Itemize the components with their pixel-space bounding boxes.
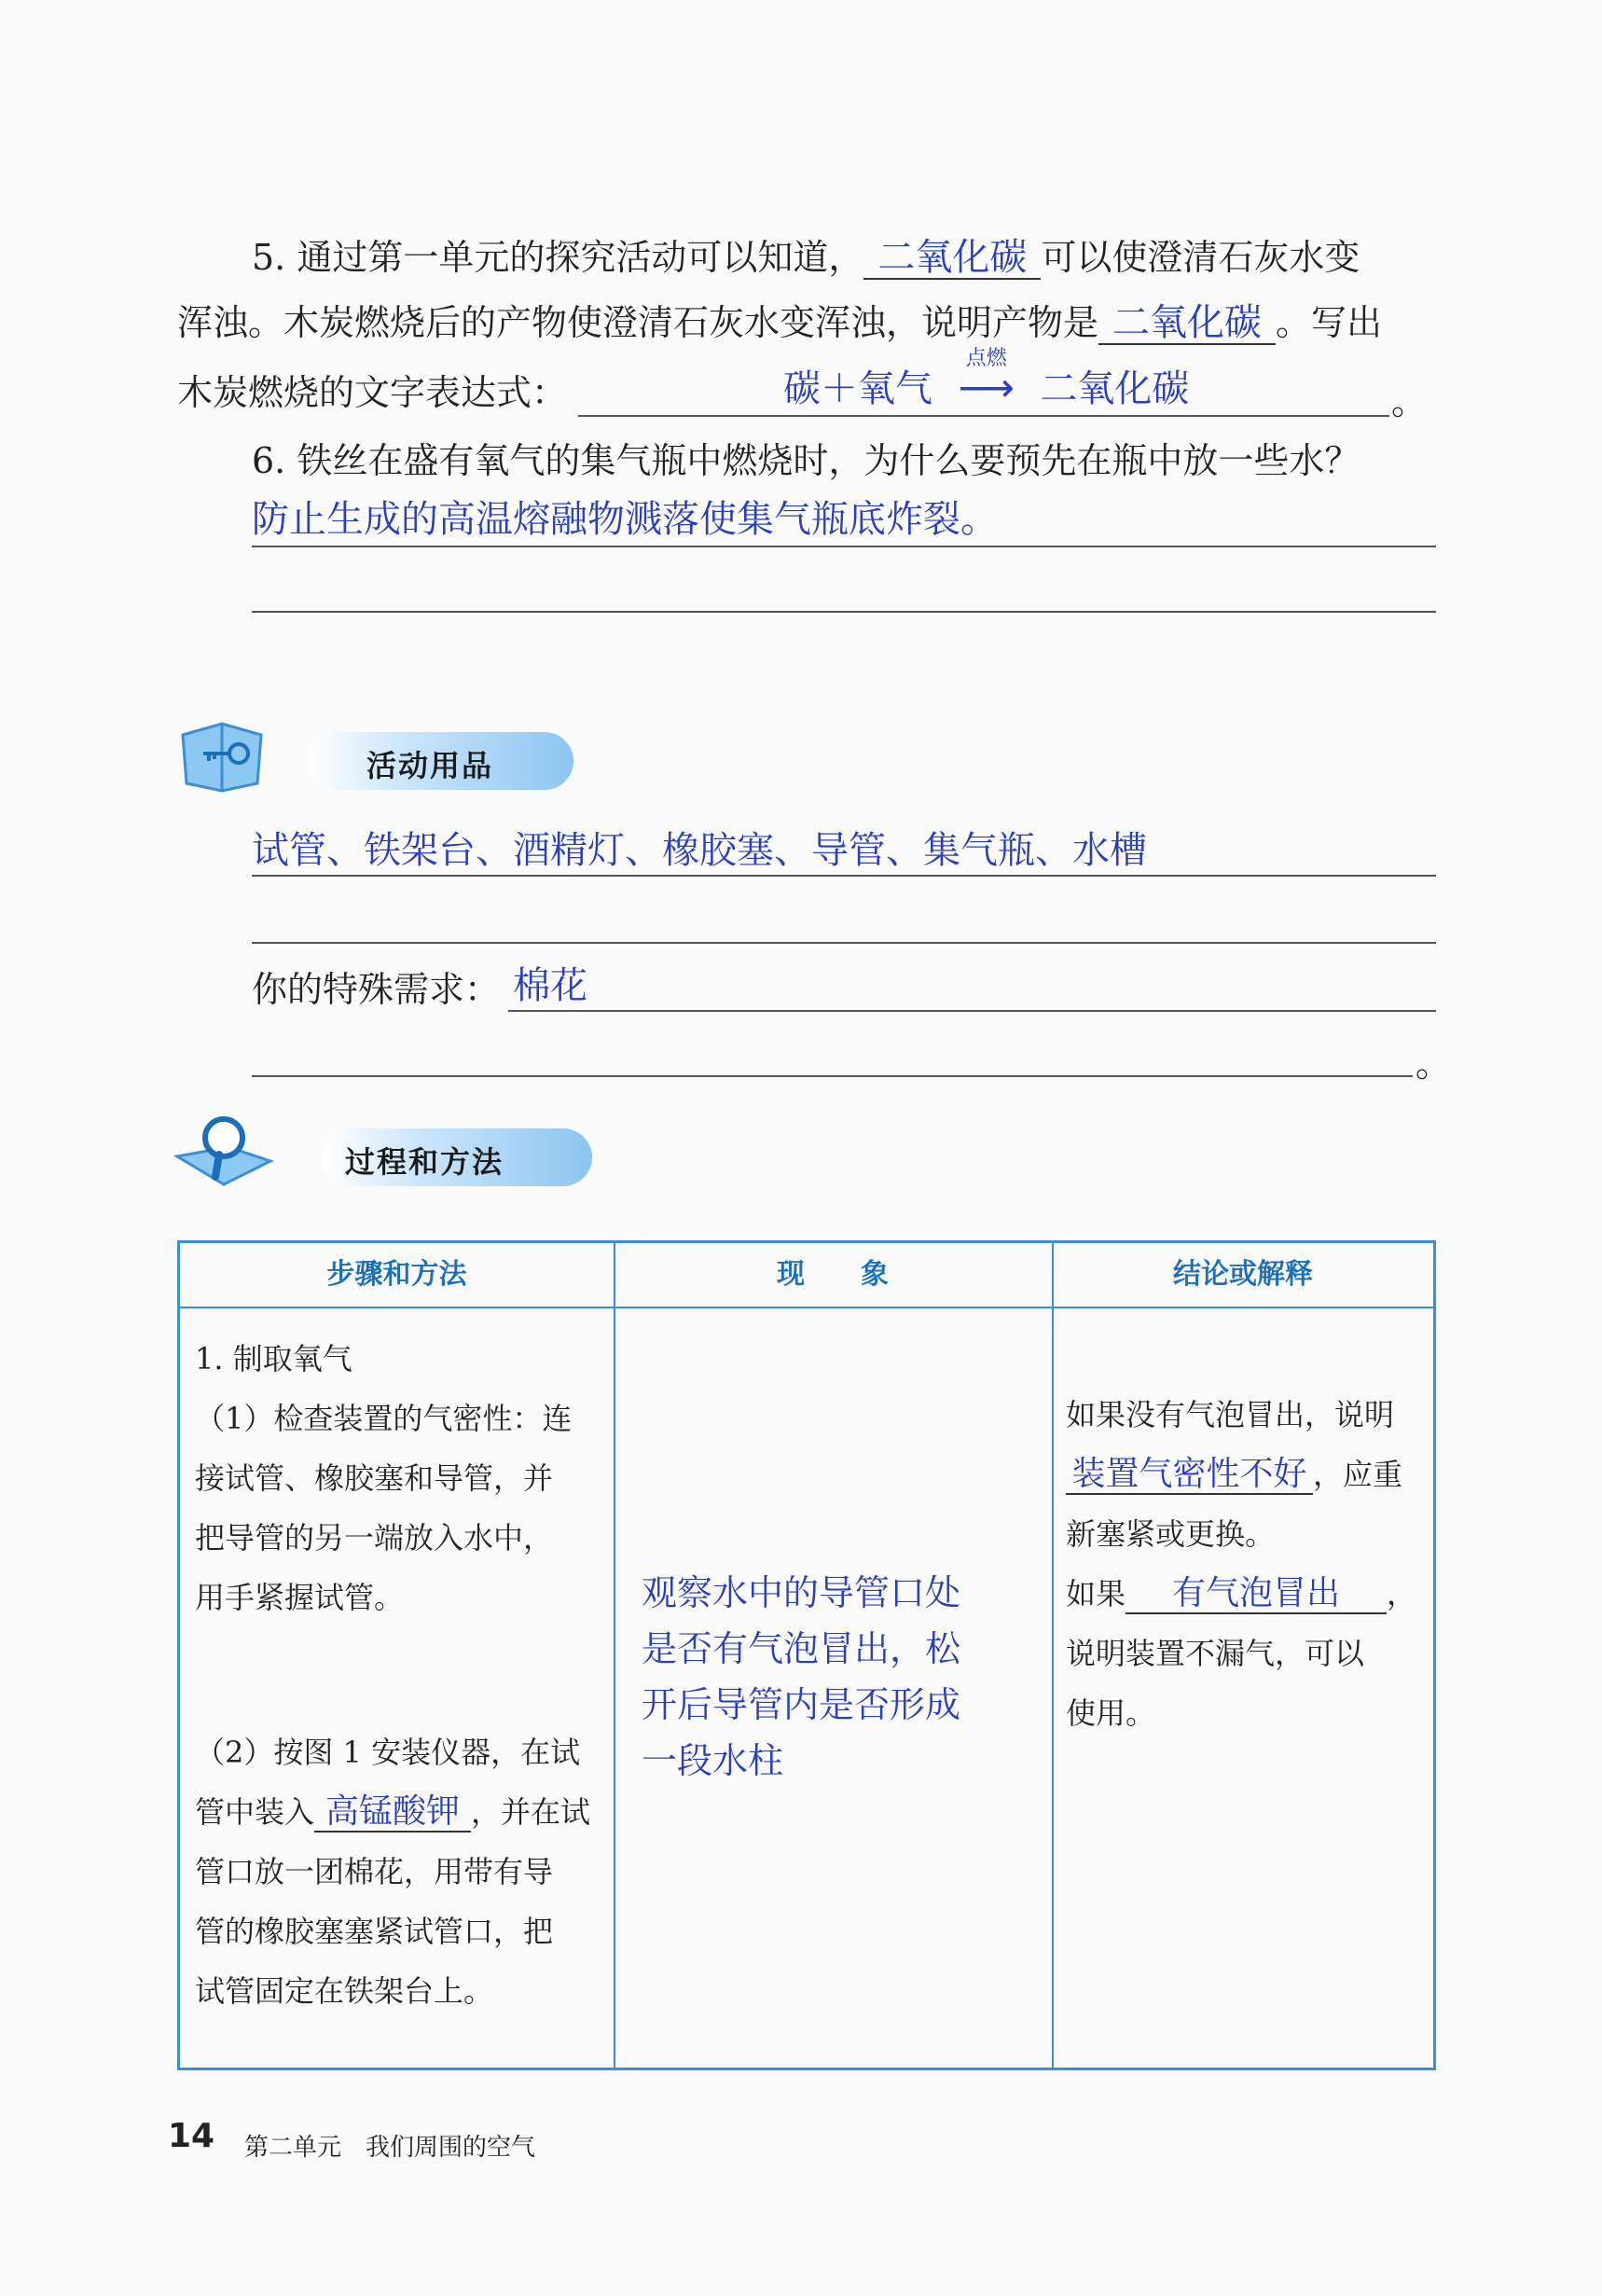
q5-text-part1: 5. 通过第一单元的探究活动可以知道， <box>252 237 864 278</box>
q5-line3 <box>177 368 567 417</box>
special-need-line2 <box>252 1075 1413 1077</box>
conclusion-cell <box>1066 1385 1429 1743</box>
q5-blank2 <box>1098 302 1276 345</box>
steps-line1: 1. 制取氧气 <box>195 1341 352 1376</box>
steps-line3: 接试管、橡胶塞和导管，并 <box>195 1460 554 1496</box>
conclusion-line6: 使用。 <box>1066 1695 1156 1731</box>
steps-blank <box>314 1793 471 1833</box>
steps-line7 <box>195 1782 605 1842</box>
table-divider-1 <box>614 1243 615 2068</box>
special-need-label: 你的特殊需求： <box>252 969 501 1010</box>
table-header-steps: 步骤和方法 <box>326 1258 467 1291</box>
steps-line7-a: 管中装入 <box>195 1794 315 1830</box>
steps-line4: 把导管的另一端放入水中， <box>195 1520 554 1556</box>
q5-text-part4: 。写出 <box>1276 302 1383 343</box>
conclusion-blank2 <box>1126 1575 1387 1614</box>
section1-title: 活动用品 <box>366 748 494 783</box>
q6-answer: 防止生成的高温熔融物溅落使集气瓶底炸裂。 <box>252 498 998 541</box>
footer-unit-title: 第二单元 我们周围的空气 <box>244 2134 536 2162</box>
section1-line1 <box>252 875 1436 877</box>
steps-line5: 用手紧握试管。 <box>195 1580 405 1615</box>
table-divider-2 <box>1052 1243 1054 2068</box>
q5-end-mark: 。 <box>1391 381 1428 422</box>
phenomenon-cell <box>642 1565 960 1789</box>
special-need-answer: 棉花 <box>513 964 587 1007</box>
q5-text-part2: 可以使澄清石灰水变 <box>1041 237 1360 278</box>
phenomenon-line4: 一段水柱 <box>642 1740 784 1781</box>
q5-line1 <box>252 233 1360 282</box>
process-table <box>177 1240 1436 2070</box>
special-need-line <box>508 1010 1436 1012</box>
phenomenon-line2: 是否有气泡冒出，松 <box>642 1628 961 1669</box>
special-need-end: 。 <box>1416 1044 1452 1085</box>
section1-answer: 试管、铁架台、酒精灯、橡胶塞、导管、集气瓶、水槽 <box>252 829 1147 872</box>
q6-question: 6. 铁丝在盛有氧气的集气瓶中燃烧时，为什么要预先在瓶中放一些水？ <box>252 440 1360 481</box>
conclusion-answer2: 有气泡冒出 <box>1172 1574 1341 1612</box>
conclusion-line5: 说明装置不漏气，可以 <box>1066 1636 1365 1671</box>
table-header-conclusion: 结论或解释 <box>1173 1258 1313 1291</box>
steps-line7-b: ，并在试 <box>471 1794 591 1830</box>
q5-eq-left: 碳＋氧气 <box>783 367 932 410</box>
q5-text-part5: 木炭燃烧的文字表达式： <box>177 372 568 413</box>
page-number: 14 <box>168 2117 215 2155</box>
steps-line9: 管的橡胶塞塞紧试管口，把 <box>195 1914 554 1949</box>
conclusion-line4-b: ， <box>1387 1576 1417 1611</box>
phenomenon-line1: 观察水中的导管口处 <box>642 1572 961 1613</box>
conclusion-line3: 新塞紧或更换。 <box>1066 1516 1276 1552</box>
q5-answer2: 二氧化碳 <box>1112 301 1263 344</box>
table-header-row <box>180 1243 1433 1308</box>
conclusion-line2-b: ，应重 <box>1313 1457 1403 1492</box>
conclusion-blank1 <box>1066 1456 1313 1495</box>
phenomenon-line3: 开后导管内是否形成 <box>642 1684 961 1725</box>
q5-blank1 <box>863 237 1041 280</box>
q5-line2 <box>177 298 1382 347</box>
section1-line2 <box>252 942 1436 944</box>
q5-eq-right: 二氧化碳 <box>1040 367 1190 410</box>
conclusion-answer1: 装置气密性不好 <box>1071 1455 1307 1493</box>
section2-title: 过程和方法 <box>345 1144 504 1180</box>
steps-spacer <box>195 1627 605 1722</box>
table-header-phenomenon: 现 象 <box>777 1258 889 1291</box>
conclusion-line4-a: 如果 <box>1066 1576 1126 1611</box>
q5-equation-line <box>578 415 1389 417</box>
book-key-icon <box>175 718 269 793</box>
conclusion-line4 <box>1066 1564 1429 1624</box>
q5-eq-arrow: ⟶ <box>958 365 1015 410</box>
conclusion-line1: 如果没有气泡冒出，说明 <box>1066 1397 1395 1432</box>
steps-answer: 高锰酸钾 <box>325 1792 461 1831</box>
q6-answer-line1 <box>252 546 1436 547</box>
steps-line6: （2）按图 1 安装仪器，在试 <box>195 1735 581 1770</box>
q5-equation <box>783 347 1190 412</box>
steps-cell <box>195 1329 605 2021</box>
steps-line8: 管口放一团棉花，用带有导 <box>195 1854 554 1889</box>
steps-line2: （1）检查装置的气密性：连 <box>195 1401 573 1436</box>
q5-eq-condition: 点燃 <box>965 347 1007 370</box>
q5-answer1: 二氧化碳 <box>877 236 1028 279</box>
q5-eq-arrow-wrap <box>945 347 1029 410</box>
q6-answer-line2 <box>252 611 1436 613</box>
steps-line10: 试管固定在铁架台上。 <box>195 1973 494 2009</box>
q5-text-part3: 浑浊。木炭燃烧后的产物使澄清石灰水变浑浊，说明产物是 <box>177 302 1099 343</box>
magnifier-icon <box>173 1110 275 1194</box>
conclusion-line2 <box>1066 1445 1429 1504</box>
